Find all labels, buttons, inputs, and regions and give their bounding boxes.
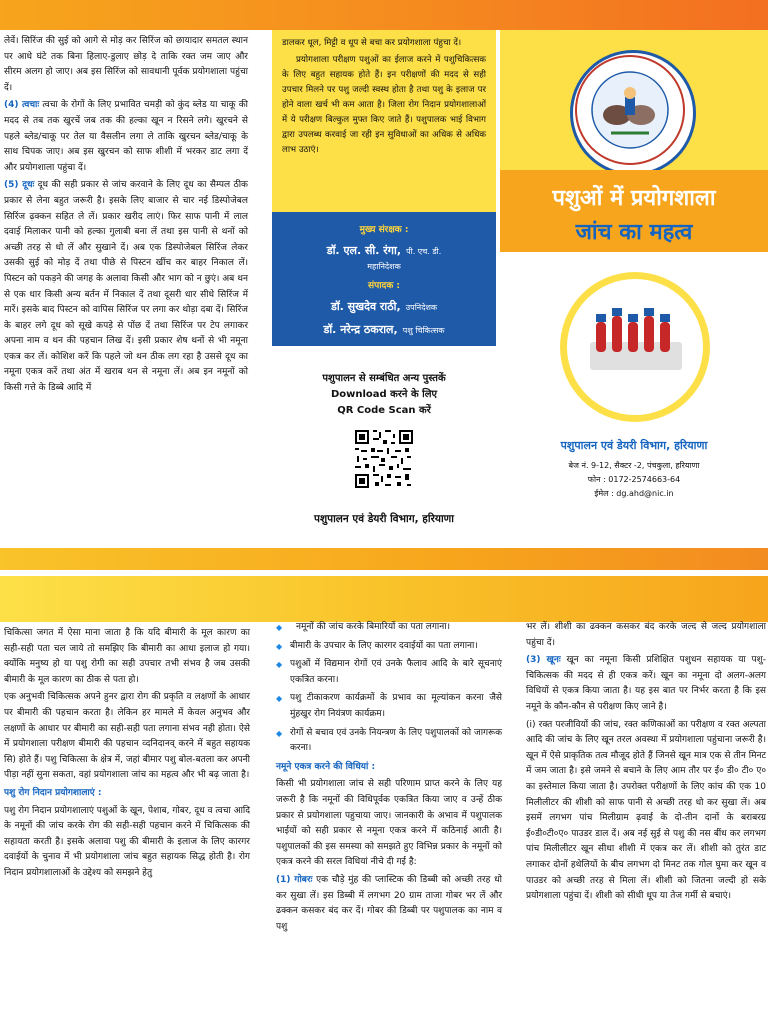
qr-code[interactable] [353, 428, 415, 490]
paragraph-edta: (i) रक्त परजीवियों की जांच, रक्त कणिकाओं का परीक्षण व रक्त अल्पता आदि की जांच के लिए खून तरल अवस्था में प्रयोगशाला पहुंचाना जरूरी है। खून में ऐसे प्राकृतिक तत्व मौजूद होते हैं जिनसे खून मात्र एक से तीन मिनट में जम जाता है। इसे जमने से बचाने के लिए आम तौर पर ई० डी० टी० ए० का इस्तेमाल किया जाता है। उपरोक्त परीक्षणों के लिए कांच की एक 10 मिलीलीटर की शीशी को साफ पानी से अच्छी तरह धो कर सुखा लें। अब इसमें लगभग पांच मिलीग्राम ढ़वाई के दो-तीन दानों के बराबरग्र ई०डी०टी०ए० पाउडर डाल दें। अब नई सुई से पशु की नस बींध कर लगभग पांच मिलीलीटर खून सीधा शीशी में एकत्र कर लें। शीशी को तुरंत डाट लगाकर दोनों हथेलियों के बीच लगभग दो मिनट तक गोल घुमा कर खून व पाउडर को अच्छी तरह से मिला लें। शीशी को जितना जल्दी हो सके प्रयोगशाला पहुंचा दें। शीशी को सीधी धूप या तेज गर्मी से बचाएं। [526, 719, 766, 902]
editor-role-1: उपनिदेशक [405, 303, 438, 312]
department-logo [570, 50, 696, 176]
cover-title-band [500, 170, 768, 252]
top-panel-bottom-stripe [0, 548, 768, 570]
cover-email[interactable]: ईमेल : dg.ahd@nic.in [594, 489, 674, 498]
inner-left-column [4, 626, 250, 1024]
list-item: ◆ बीमारी के उपचार के लिए कारगर दवाईयों का पता लगाना। [276, 639, 502, 655]
paragraph-experience: एक अनुभवी चिकित्सक अपने हुनर द्वारा रोग की प्रकृति व लक्षणों के आधार पर बीमारी की पहचान करता है। लेकिन हर मामले में केवल अनुभव और लक्षणों के आधार पर बीमारी का सही-सही पता लगाना संभव नही होता। ऐसे में प्रयोगशाला परीक्षण बीमारी की पहचान व्दनिदानव् करने में बहुत सहायक सि) होते हैं। पशु चिकित्सा के क्षेत्र में, जहां बीमार पशु बोल-बतला कर अपनी पीड़ा नहीं सुना सकता, वहां प्रयोगशाला जांच का महत्व और भी बढ़ जाता है। [4, 692, 250, 781]
chief-patron-title: मुख्य संरक्षक : [359, 225, 409, 235]
paragraph-milk [4, 178, 248, 396]
editor-title: संपादक : [368, 281, 400, 291]
paragraph-blood [526, 653, 766, 715]
cover-bottom [500, 252, 768, 548]
editor-name-2: डॉ. नरेन्द्र ठकराल, [323, 323, 398, 336]
cow-emblem-icon [573, 53, 687, 167]
skin-heading: (4) त्वचाः [4, 100, 40, 111]
back-footer-dept: पशुपालन एवं डेयरी विभाग, हरियाणा [314, 513, 454, 525]
paragraph-dust: डालकर धूल, मिट्टी व धूप से बचा कर प्रयोगशाला पंहुचा दें। [282, 38, 462, 48]
qr-line-1: पशुपालन से सम्बंधित अन्य पुस्तकें [322, 373, 446, 384]
inner-right-column [526, 620, 766, 1024]
list-item: ◆ पशुओं में विद्यमान रोगों एवं उनके फैलाव आदि के बारे सूचनाएं एकत्रित करना। [276, 657, 502, 688]
editor-role-2: पशु चिकित्सक [402, 326, 445, 335]
test-tubes-icon [560, 272, 710, 422]
lab-test-tubes-image [560, 272, 710, 422]
qr-code-icon [353, 428, 415, 490]
editor-name-1: डॉ. सुखदेव राठी, [330, 300, 401, 313]
cover-top [500, 30, 768, 170]
dung-heading: (1) गोबरः [276, 874, 313, 885]
blood-heading: (3) खूनः [526, 655, 561, 666]
skin-text: त्वचा के रोगों के लिए प्रभावित चमड़ी को कुंद ब्लेड या चाकू की मदद से तब तक खुरचें जब तक की हल्का खून न रिसने लगे। खुरचने से पहले ब्लेड/चाकू पर तेल या वैसलीन लगा ले ताकि खुरचन ब्लेड/चाकू के साथ चिपक जाए। अब इस खुरचन को साफ शीशी में भरकर डाट लगा दें और प्रयोगशाला पहुंचा दें। [4, 100, 248, 173]
paragraph-serum: लेवें। सिरिंज की सुई को आगे से मोड़ कर सिरिंज को छायादार समतल स्थान पर आधे घंटे तक बिना हिलाए-डुलाए छोड़ दे ताकि रक्त जम जाए और सीरम अलग हो जाए। अब इस सिरिंज को सावधानी पूर्वक प्रयोगशाला पहुंचा दें। [4, 36, 248, 93]
cover-address: बेज नं. 9-12, सैक्टर -2, पंचकुला, हरियाणा [568, 461, 700, 470]
paragraph-seal: भर लें। शीशी का ढक्कन कसकर बंद करके जल्द से जल्द प्रयोगशाला पहुंचा दें। [526, 622, 766, 648]
paragraph-intro: चिकित्सा जगत में ऐसा माना जाता है कि यदि बीमारी के मूल कारण का सही-सही पता चल जाये तो समझिए कि बीमारी का आधा इलाज हो गया। क्योंकि मनुष्य हो या पशु रोगी का सही उपचार तभी संभव है जब उसकी बीमारी के मूल कारण का ठीक से पता हो। [4, 628, 250, 685]
outer-left-column [4, 34, 248, 540]
objective-intro: ◆ नमूनों की जांच करके बिमारियों का पता लगाना। [276, 620, 502, 636]
blood-text: खून का नमूना किसी प्रशिक्षित पशुधन सहायक या पशु-चिकित्सक की मदद से ही एकत्र करें। खून का नमूना दो अलग-अलग विधियों से एकत्र किया जाता है। यह इस बात पर निर्भर करता है कि इस नमूने के कौन-कौन से परीक्षण किए जाने है। [526, 655, 766, 712]
paragraph-dung [276, 873, 502, 935]
paragraph-methods: किसी भी प्रयोगशाला जांच से सही परिणाम प्राप्त करने के लिए यह जरूरी है कि नमूनों की विधिपूर्वक एकत्रित किया जाए व उन्हें ठीक प्रकार से प्रयोगशाला पहुचाया जाए। जानकारी के अभाव में पशुपालक भाईयों को सही प्रकार से नमूना एकत्र करने में कठिनाई आती है। पशुपालकों की इस समस्या को समझते हुए विभिन्न प्रकार के नमूनों को एकत्र करने की सरल विधियां नीचे दी गई है: [276, 779, 502, 868]
chief-patron-role: महानिदेशक [367, 262, 401, 271]
qr-line-3: QR Code Scan करें [337, 405, 431, 416]
sample-methods-heading: नमूने एकत्र करने की विधियां : [276, 761, 376, 772]
bottom-panel-top-stripe [0, 576, 768, 622]
cover-dept-name: पशुपालन एवं डेयरी विभाग, हरियाणा [560, 439, 708, 452]
cover-title-line-2: जांच का महत्व [575, 220, 693, 245]
paragraph-skin [4, 98, 248, 176]
credits-box [272, 212, 496, 346]
qr-section [272, 346, 496, 544]
inner-middle-column [276, 620, 502, 1024]
objectives-list [276, 620, 502, 757]
cover-phone: फोन : 0172-2574663-64 [587, 475, 681, 484]
paragraph-importance: प्रयोगशाला परीक्षण पशुओं का ईलाज करने में पशुचिकित्सक के लिए बहुत सहायक होते हैं। इन परीक्षणों की मदद से सही उपचार मिलने पर पशु जल्दी स्वस्थ होता है तथा पशु के इलाज पर होने वाला खर्च भी कम आता है। जिला रोग निदान प्रयोगशालाओं में ये परीक्षण बिल्कुल मुफ्त किए जाते हैं। पशुपालक भाई विभाग द्वारा उपलब्ध करवाई जा रही इन सुविधाओं का अधिक से अधिक लाभ उठाएं। [282, 55, 486, 155]
top-orange-stripe [0, 0, 768, 30]
paragraph-labs: पशु रोग निदान प्रयोगशालाएं पशुओं के खून, पेशाब, गोबर, दूध व त्वचा आदि के नमूनों की जांच करके रोग की सही-सही पहचान करने में चिकित्सक की सहायता करती है। इसके अलावा पशु की बीमारी के इलाज के लिए कारगर दवाईयों के चुनाव में भी प्रयोगशाला जांच बहुत सहायक सिद्ध होती है। रोग निदान प्रयोगशालाओं के उद्देश्य को समझने हेतु [4, 805, 250, 878]
cover-title-line-1: पशुओं में प्रयोगशाला [552, 186, 716, 211]
dung-text: एक चौड़े मुंह की प्लास्टिक की डिब्बी को अच्छी तरह धो कर सुखा लें। इस डिब्बी में लगभग 20 ग्राम ताजा गोबर भर लें और ढक्कन कसकर बंद कर दें। गोबर की डिब्बी पर पशुपालक का नाम व पशु [276, 874, 502, 932]
milk-heading: (5) दूधः [4, 180, 35, 191]
qr-line-2: Download करने के लिए [330, 389, 438, 400]
chief-patron-degree: पी. एच. डी. [406, 247, 442, 256]
list-item: ◆ पशु टीकाकरण कार्यक्रमों के प्रभाव का मूल्यांकन करना जैसे मुंहखुर रोग नियंत्रण कार्यक्रम। [276, 691, 502, 722]
outer-middle-yellow-box [272, 30, 496, 212]
labs-heading: पशु रोग निदान प्रयोगशालाएं : [4, 787, 102, 798]
milk-text: दूध की सही प्रकार से जांच करवाने के लिए दूध का सैम्पल ठीक प्रकार से लेना बहुत जरूरी है। इसके लिए बाजार से चार नई डिस्पोजेबल सिरिंज ढ़क्कन सहित ले लें। प्रकार खरीद लाएं। फिर साफ पानी में लाल दवाई मिलाकर पानी को हल्का गुलाबी बना लें तथा इस पानी से थनों को अच्छी तरह से धो लें और सुखाने दें। अब एक डिस्पोजेबल सिरिंज लेकर उसकी सुई को मोड़ दें तथा पीछे से पिस्टन खींच कर बाहर निकाल लें। पिस्टन को पकड़ने की जगह के अलावा किसी और भाग को न छुएं। अब थन से एक धार किसी अन्य बर्तन में निकाल दें तथा दूसरी धार सीधे सिरिंज में मारें। इसके बाद पिस्टन को वापिस सिरिंज पर लगा कर थोड़ा दबा दें। सिरिंज के बाहर लगे दूध को सूखे कपड़े से पोंछ दें तथा सिरिंज पर टेप लगाकर अपना नाम व थन की पहचान लिख दें। इसी प्रकार शेष थनों से भी नमूना एकत्र कर लें। कोशिश करें कि पहले जो थन ठीक लग रहा है उससे दूध का नमूना एकत्र करें तथा अंत में खराब थन से नमूना लें। अब इन नमूनों को किसी गत्ते के डिब्बे आदि में [4, 180, 248, 394]
chief-patron-name: डॉ. एल. सी. रंगा, [326, 244, 402, 257]
list-item: ◆ रोगों से बचाव एवं उनके नियन्त्रण के लिए पशुपालकों को जागरूक करना। [276, 726, 502, 757]
